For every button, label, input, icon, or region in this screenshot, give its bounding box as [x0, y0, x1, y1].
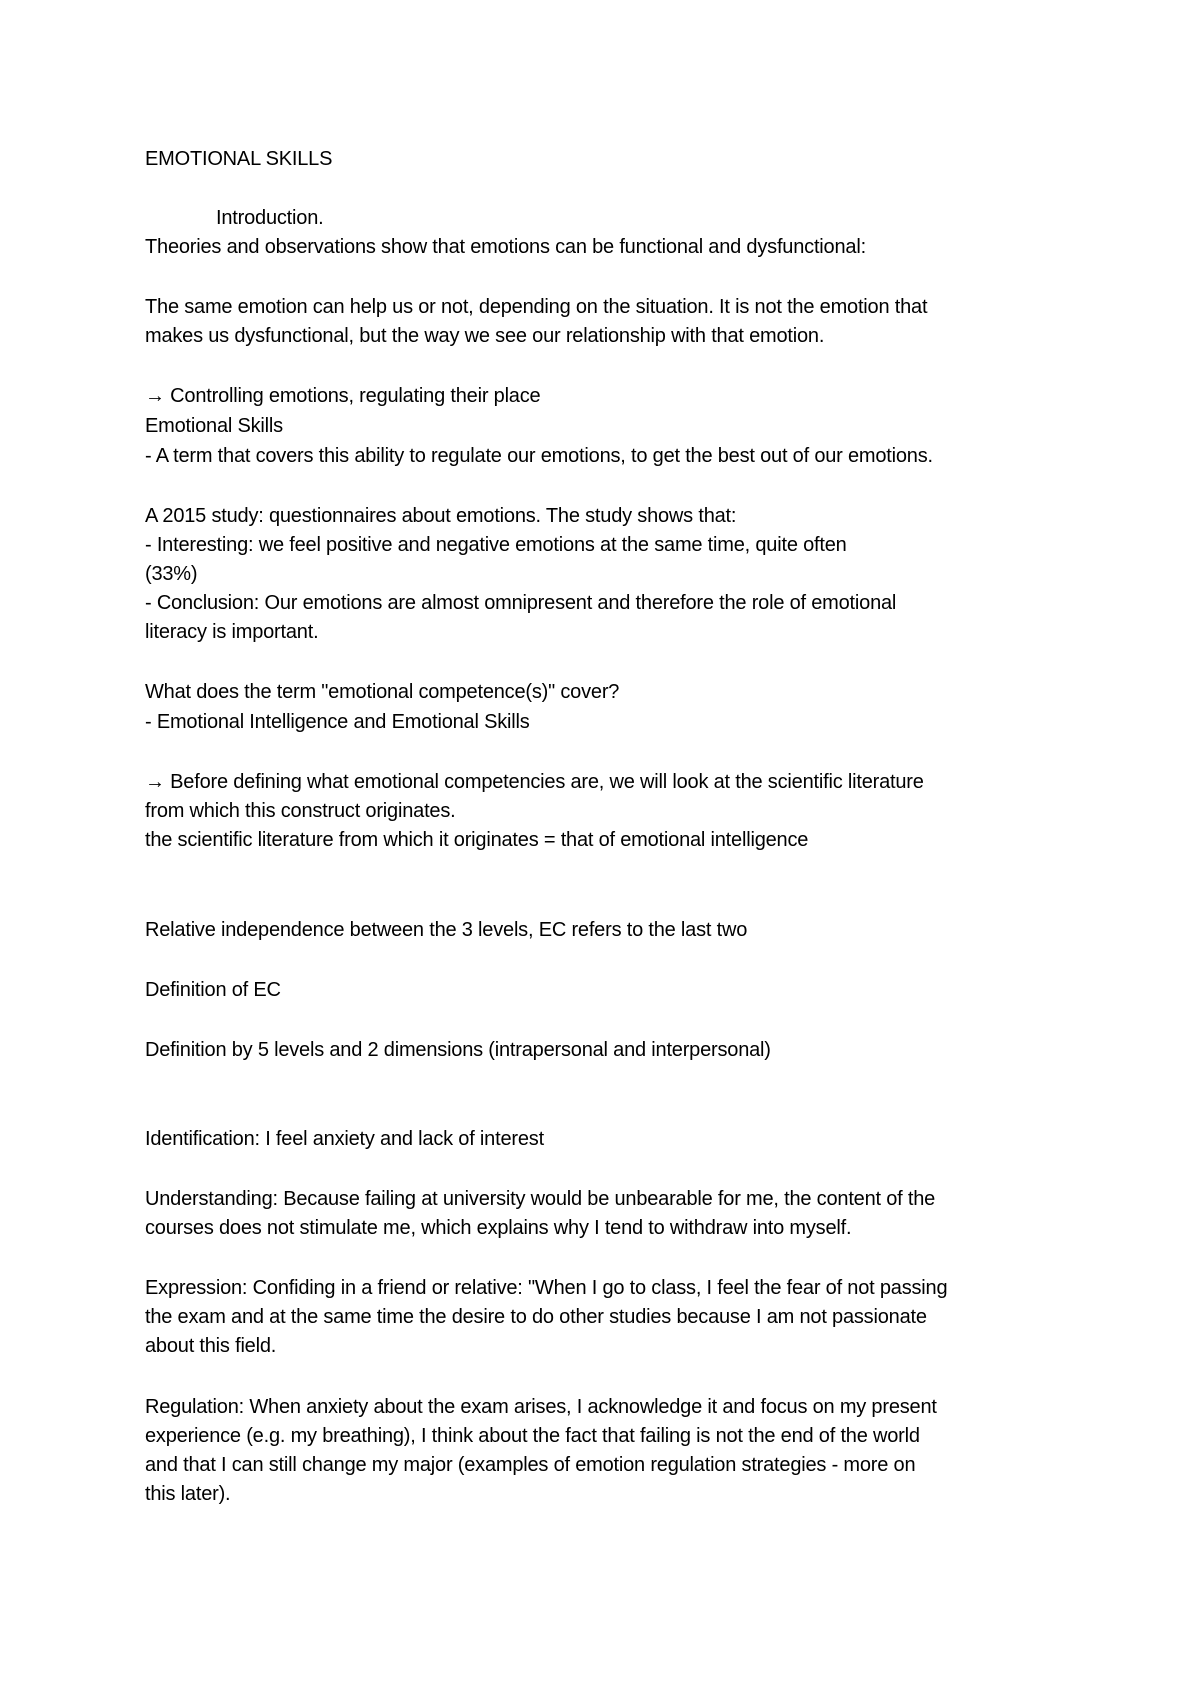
text-line: about this field. [145, 1335, 277, 1357]
text-line: and that I can still change my major (examples of emotion regulation strategies - more on [145, 1454, 916, 1476]
text-line: the scientific literature from which it originates = that of emotional intelligence [145, 829, 809, 851]
text-line: literacy is important. [145, 621, 319, 643]
text-line: makes us dysfunctional, but the way we see our relationship with that emotion. [145, 325, 825, 347]
text-line: Theories and observations show that emotions can be functional and dysfunctional: [145, 236, 866, 258]
text-line: - Interesting: we feel positive and negative emotions at the same time, quite often [145, 534, 847, 556]
text-line: from which this construct originates. [145, 800, 456, 822]
text-line: this later). [145, 1483, 231, 1505]
text-line: Expression: Confiding in a friend or relative: "When I go to class, I feel the fear of not passing [145, 1277, 948, 1299]
text-line: The same emotion can help us or not, depending on the situation. It is not the emotion that [145, 296, 928, 318]
text-line: Emotional Skills [145, 415, 283, 437]
text-line: A 2015 study: questionnaires about emotions. The study shows that: [145, 505, 737, 527]
text-line: courses does not stimulate me, which explains why I tend to withdraw into myself. [145, 1217, 852, 1239]
text-line: Regulation: When anxiety about the exam arises, I acknowledge it and focus on my present [145, 1396, 937, 1418]
text-line: → Before defining what emotional competencies are, we will look at the scientific literature [145, 771, 924, 793]
text-line: Relative independence between the 3 levels, EC refers to the last two [145, 919, 748, 941]
text-line: - A term that covers this ability to regulate our emotions, to get the best out of our emotions. [145, 445, 933, 467]
text-line: (33%) [145, 563, 198, 585]
text-line: Understanding: Because failing at university would be unbearable for me, the content of the [145, 1188, 936, 1210]
text-line: experience (e.g. my breathing), I think about the fact that failing is not the end of the world [145, 1425, 920, 1447]
text-line: What does the term "emotional competence(s)" cover? [145, 681, 620, 703]
document-title: EMOTIONAL SKILLS [145, 148, 333, 170]
text-line: Definition by 5 levels and 2 dimensions (intrapersonal and interpersonal) [145, 1039, 771, 1061]
text-line: → Controlling emotions, regulating their place [145, 385, 541, 407]
text-line: - Emotional Intelligence and Emotional Skills [145, 711, 530, 733]
text-line: the exam and at the same time the desire to do other studies because I am not passionate [145, 1306, 927, 1328]
text-line: Definition of EC [145, 979, 281, 1001]
text-line: Identification: I feel anxiety and lack of interest [145, 1128, 544, 1150]
text-line: - Conclusion: Our emotions are almost omnipresent and therefore the role of emotional [145, 592, 897, 614]
intro-heading: Introduction. [216, 207, 324, 229]
